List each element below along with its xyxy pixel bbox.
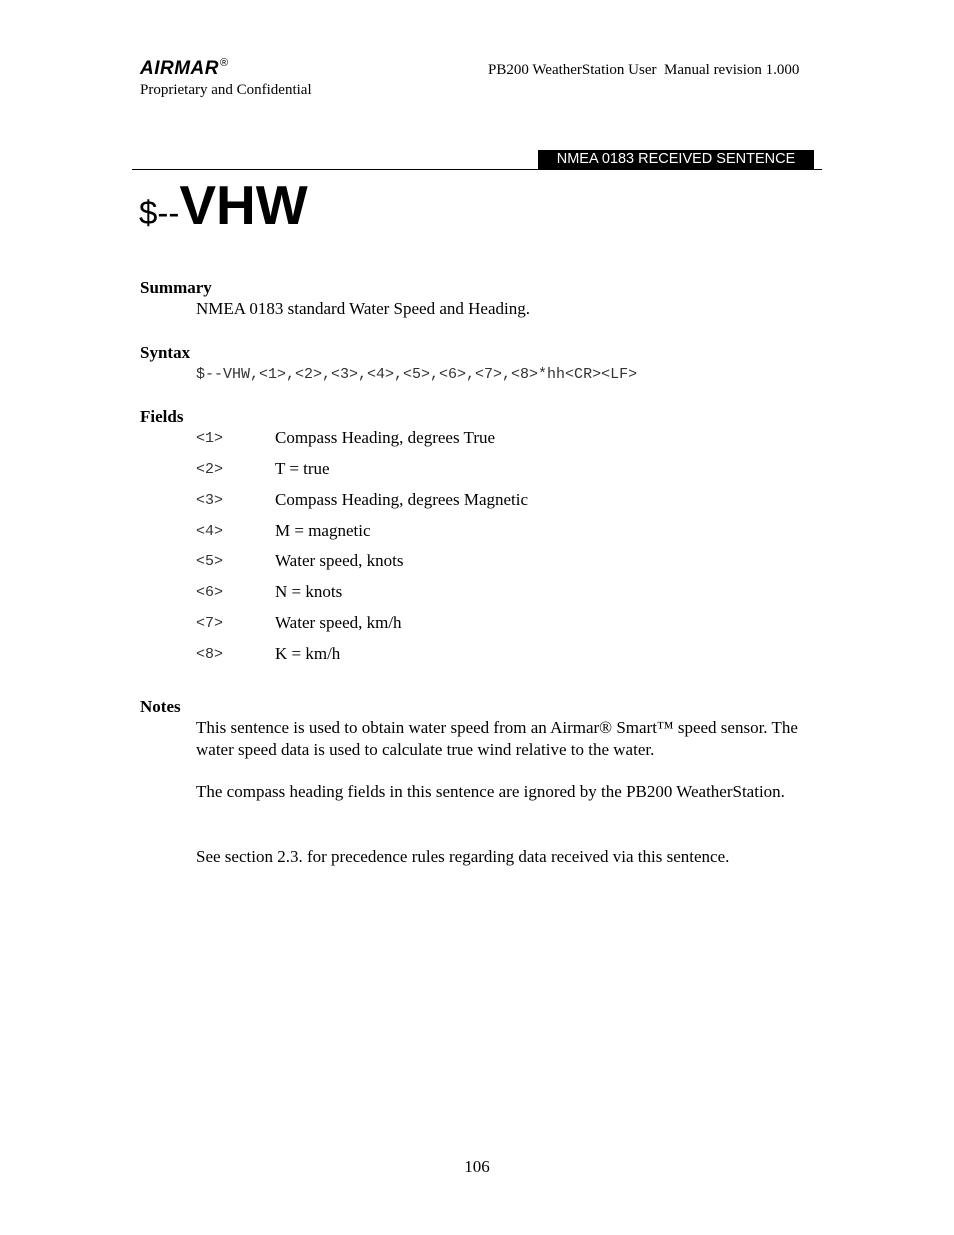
field-key: <7> [196, 615, 224, 632]
field-key: <1> [196, 430, 224, 447]
confidential-label: Proprietary and Confidential [140, 82, 312, 98]
page-number: 106 [464, 1157, 490, 1176]
field-desc: Compass Heading, degrees True [275, 428, 496, 447]
fields-heading: Fields [140, 407, 184, 426]
field-key: <6> [196, 584, 224, 601]
section-tag: NMEA 0183 RECEIVED SENTENCE [538, 150, 814, 169]
field-key: <2> [196, 461, 224, 478]
brand-name: AIRMAR [140, 58, 219, 79]
field-desc: Compass Heading, degrees Magnetic [275, 490, 529, 509]
field-key: <3> [196, 492, 224, 509]
note-paragraph: See section 2.3. for precedence rules regarding data received via this sentence. [196, 847, 730, 866]
title-sentence: VHW [179, 174, 308, 236]
field-key: <5> [196, 553, 224, 570]
summary-heading: Summary [140, 278, 212, 297]
field-desc: N = knots [275, 582, 343, 601]
field-key: <4> [196, 523, 224, 540]
manual-title: PB200 WeatherStation User Manual revision 1.000 [488, 62, 800, 78]
page-title [139, 173, 308, 237]
field-desc: T = true [275, 459, 330, 478]
note-paragraph: The compass heading fields in this sentence are ignored by the PB200 WeatherStation. [196, 782, 785, 801]
summary-text: NMEA 0183 standard Water Speed and Heading. [196, 299, 530, 318]
header-rule [132, 169, 822, 170]
field-desc: M = magnetic [275, 521, 371, 540]
notes-heading: Notes [140, 697, 181, 716]
field-desc: Water speed, km/h [275, 613, 402, 632]
syntax-heading: Syntax [140, 343, 191, 362]
title-prefix: $-- [139, 194, 180, 231]
registered-mark: ® [220, 57, 229, 69]
airmar-logo [140, 57, 229, 80]
field-desc: K = km/h [275, 644, 341, 663]
field-key: <8> [196, 646, 224, 663]
note-paragraph: This sentence is used to obtain water speed from an Airmar® Smart™ speed sensor. The water speed data is used to calculate true wind relative to the water. [196, 718, 798, 759]
syntax-text: $--VHW,<1>,<2>,<3>,<4>,<5>,<6>,<7>,<8>*hh<CR><LF> [196, 366, 638, 383]
field-desc: Water speed, knots [275, 551, 404, 570]
